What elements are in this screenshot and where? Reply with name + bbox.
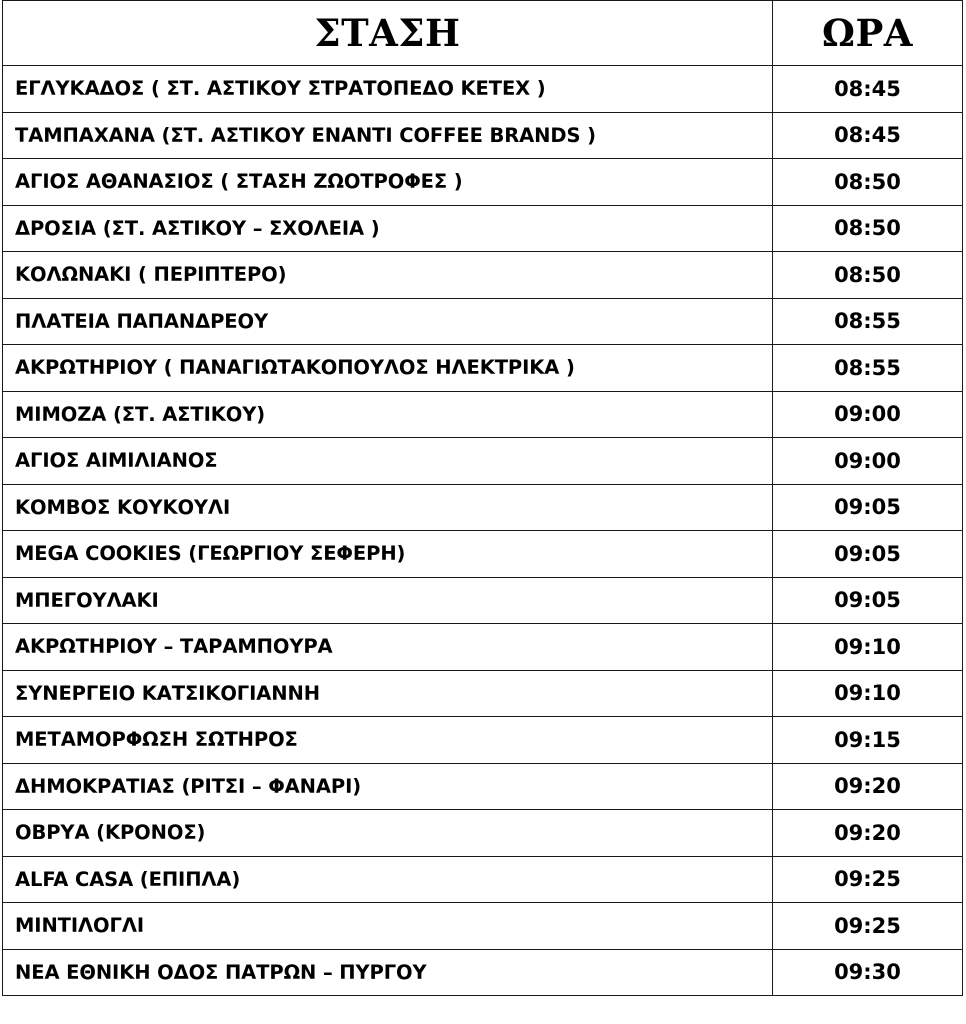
table-row [3,112,963,159]
stop-name-cell: ΜΕΤΑΜΟΡΦΩΣΗ ΣΩΤΗΡΟΣ [3,717,773,764]
stop-name-cell: ΔΗΜΟΚΡΑΤΙΑΣ (ΡΙΤΣΙ – ΦΑΝΑΡΙ) [3,763,773,810]
stop-name-cell: ΝΕΑ ΕΘΝΙΚΗ ΟΔΟΣ ΠΑΤΡΩΝ – ΠΥΡΓΟΥ [3,949,773,996]
table-row [3,763,963,810]
table-row [3,949,963,996]
stop-time-cell: 09:05 [773,484,963,531]
stop-time-cell: 08:55 [773,298,963,345]
stop-time-cell: 09:15 [773,717,963,764]
stop-name-cell: ΜΠΕΓΟΥΛΑΚΙ [3,577,773,624]
stop-time-cell: 08:45 [773,66,963,113]
table-row [3,252,963,299]
stop-time-cell: 08:50 [773,205,963,252]
stop-time-cell: 09:10 [773,624,963,671]
stop-time-cell: 09:05 [773,531,963,578]
schedule-rows [3,66,963,996]
stop-name-cell: ΜΙΜΟΖΑ (ΣΤ. ΑΣΤΙΚΟΥ) [3,391,773,438]
stop-name-cell: ΑΓΙΟΣ ΑΙΜΙΛΙΑΝΟΣ [3,438,773,485]
stop-column-header: ΣΤΑΣΗ [3,1,773,66]
stop-name-cell: ΤΑΜΠΑΧΑΝΑ (ΣΤ. ΑΣΤΙΚΟΥ ΕΝΑΝΤΙ COFFEE BRANDS ) [3,112,773,159]
stop-time-cell: 09:00 [773,391,963,438]
stop-time-cell: 09:30 [773,949,963,996]
table-row [3,205,963,252]
stop-name-cell: ΚΟΜΒΟΣ ΚΟΥΚΟΥΛΙ [3,484,773,531]
stop-time-cell: 09:20 [773,810,963,857]
stop-name-cell: ΔΡΟΣΙΑ (ΣΤ. ΑΣΤΙΚΟΥ – ΣΧΟΛΕΙΑ ) [3,205,773,252]
table-row [3,670,963,717]
stop-name-cell: ΠΛΑΤΕΙΑ ΠΑΠΑΝΔΡΕΟΥ [3,298,773,345]
stop-time-cell: 09:20 [773,763,963,810]
table-row [3,66,963,113]
stop-time-cell: 09:05 [773,577,963,624]
stop-name-cell: ΜΙΝΤΙΛΟΓΛΙ [3,903,773,950]
table-row [3,531,963,578]
table-row [3,717,963,764]
stop-name-cell: ΑΚΡΩΤΗΡΙΟΥ ( ΠΑΝΑΓΙΩΤΑΚΟΠΟΥΛΟΣ ΗΛΕΚΤΡΙΚΑ ) [3,345,773,392]
table-row [3,624,963,671]
stop-time-cell: 09:10 [773,670,963,717]
stop-time-cell: 08:55 [773,345,963,392]
stop-name-cell: ΣΥΝΕΡΓΕΙΟ ΚΑΤΣΙΚΟΓΙΑΝΝΗ [3,670,773,717]
table-row [3,484,963,531]
bus-schedule-table [2,0,963,996]
table-row [3,345,963,392]
stop-time-cell: 09:25 [773,856,963,903]
stop-time-cell: 08:50 [773,159,963,206]
time-column-header: ΩΡΑ [773,1,963,66]
table-row [3,438,963,485]
stop-name-cell: ΚΟΛΩΝΑΚΙ ( ΠΕΡΙΠΤΕΡΟ) [3,252,773,299]
table-row [3,298,963,345]
table-header-row [3,1,963,66]
stop-time-cell: 08:45 [773,112,963,159]
stop-name-cell: ΕΓΛΥΚΑΔΟΣ ( ΣΤ. ΑΣΤΙΚΟΥ ΣΤΡΑΤΟΠΕΔΟ ΚΕΤΕΧ ) [3,66,773,113]
table-row [3,391,963,438]
table-row [3,856,963,903]
stop-time-cell: 09:00 [773,438,963,485]
stop-time-cell: 08:50 [773,252,963,299]
stop-name-cell: ΑΓΙΟΣ ΑΘΑΝΑΣΙΟΣ ( ΣΤΑΣΗ ΖΩΟΤΡΟΦΕΣ ) [3,159,773,206]
table-row [3,577,963,624]
table-row [3,159,963,206]
table-row [3,810,963,857]
stop-name-cell: ΟΒΡΥΑ (ΚΡΟΝΟΣ) [3,810,773,857]
stop-name-cell: MEGA COOKIES (ΓΕΩΡΓΙΟΥ ΣΕΦΕΡΗ) [3,531,773,578]
table-row [3,903,963,950]
stop-time-cell: 09:25 [773,903,963,950]
stop-name-cell: ΑΚΡΩΤΗΡΙΟΥ – ΤΑΡΑΜΠΟΥΡΑ [3,624,773,671]
stop-name-cell: ALFA CASA (ΕΠΙΠΛΑ) [3,856,773,903]
